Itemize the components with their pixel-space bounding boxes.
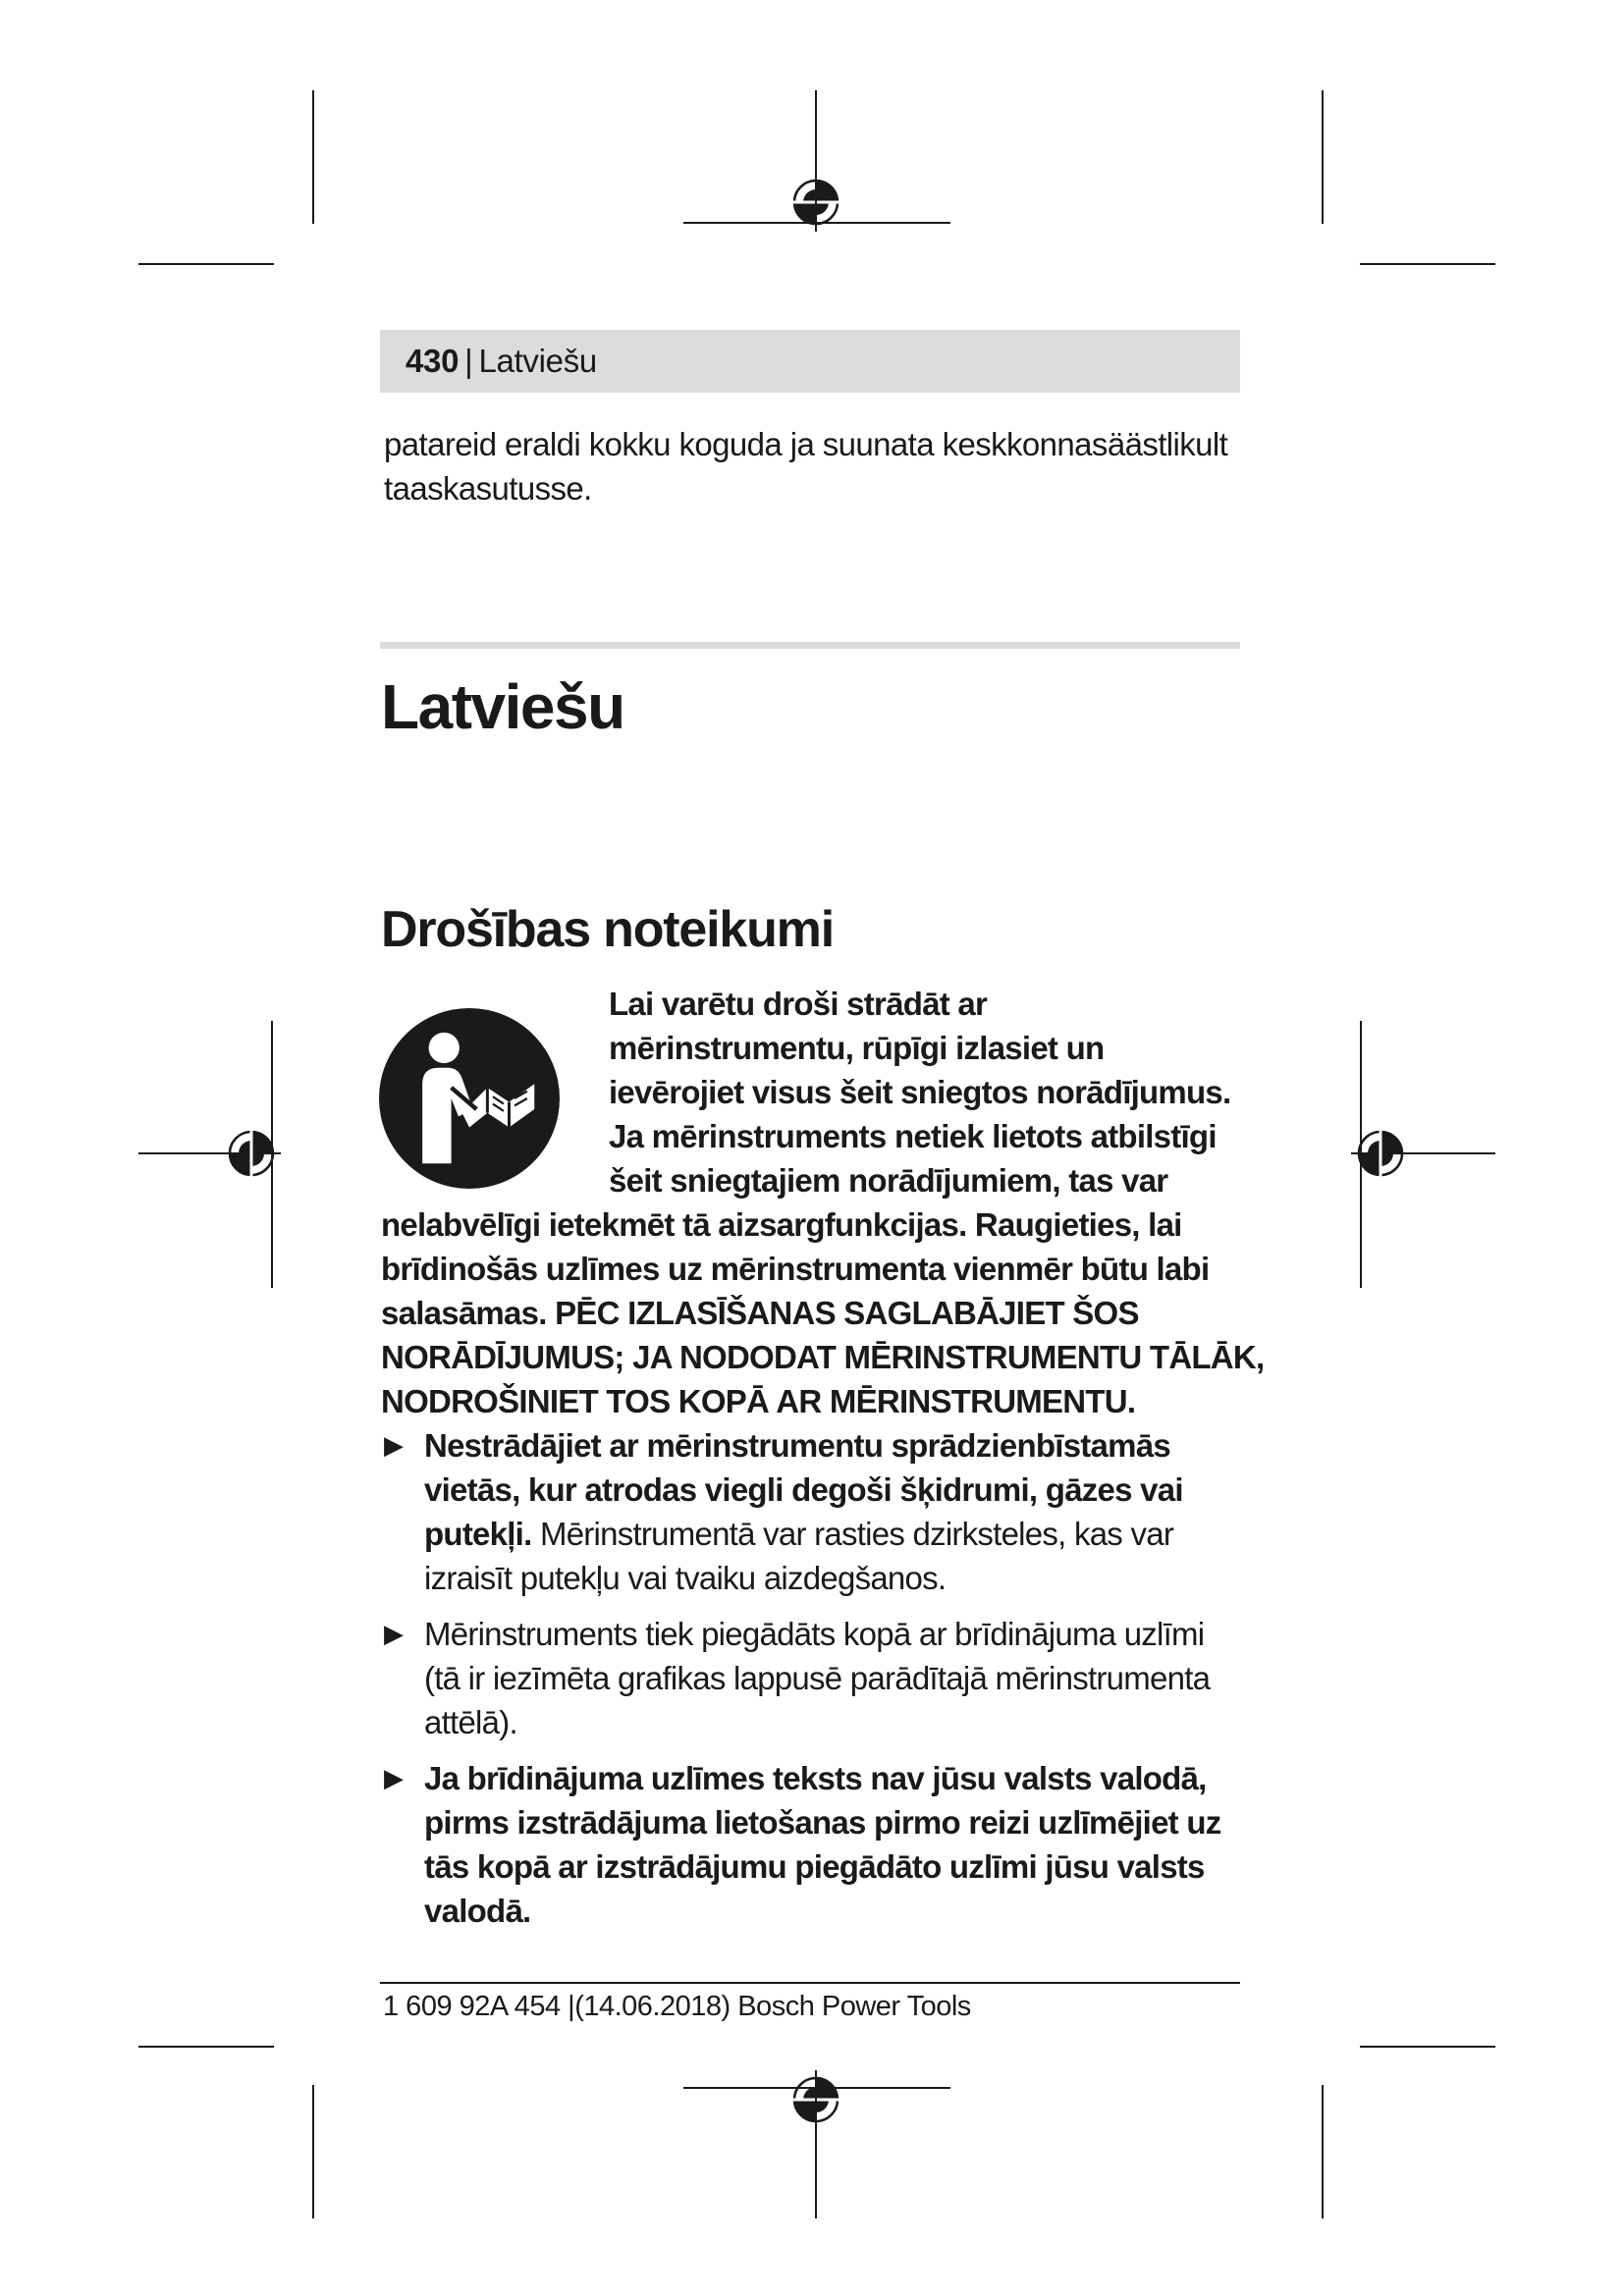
bullet-arrow-icon: ▶: [384, 1619, 404, 1648]
crop-mark: [1360, 2046, 1495, 2048]
warning-line: Ja mērinstruments netiek lietots atbilstīgi: [609, 1118, 1217, 1154]
crop-mark: [312, 2085, 314, 2218]
bullet-normal-text: Mērinstrumentā var rasties dzirksteles, kas var izraisīt putekļu vai tvaiku aizdegšanos.: [424, 1516, 1174, 1596]
bullet-bold-text: Ja brīdinājuma uzlīmes teksts nav jūsu valsts valodā, pirms izstrādājuma lietošanas pirmo reizi uzlīmējiet uz tās kopā ar izstrādājumu piegādāto uzlīmi jūsu valsts valodā.: [424, 1760, 1221, 1929]
page-header: [380, 330, 1240, 393]
doc-date: (14.06.2018): [574, 1991, 731, 2022]
brand-name: Bosch Power Tools: [737, 1991, 971, 2022]
warning-line: šeit sniegtajiem norādījumiem, tas var: [609, 1162, 1168, 1199]
language-title: Latviešu: [381, 671, 624, 742]
list-item: [381, 1612, 1245, 1744]
crop-mark: [138, 263, 274, 265]
warning-line: nelabvēlīgi ietekmēt tā aizsargfunkcijas. Raugieties, lai: [381, 1206, 1182, 1243]
registration-mark-icon: [786, 173, 845, 232]
section-title: Drošības noteikumi: [381, 901, 834, 958]
registration-mark-icon: [222, 1124, 281, 1183]
warning-line: ievērojiet visus šeit sniegtos norādījumus.: [609, 1074, 1231, 1110]
warning-line: brīdinošās uzlīmes uz mērinstrumenta vienmēr būtu labi: [381, 1251, 1210, 1287]
section-divider: [380, 642, 1240, 649]
list-item: [381, 1423, 1245, 1600]
footer-separator: |: [568, 1991, 575, 2022]
crop-mark: [312, 90, 314, 224]
read-manual-icon: [379, 1008, 560, 1189]
page-footer: [383, 1987, 971, 2026]
warning-line: Lai varētu droši strādāt ar: [609, 986, 988, 1022]
warning-line: salasāmas. PĒC IZLASĪŠANAS SAGLABĀJIET ŠOS: [381, 1295, 1139, 1331]
bullet-bold-text: Nestrādājiet ar mērinstrumentu sprādzienbīstamās vietās, kur atrodas viegli degoši šķidrumi, gāzes vai putekļi.: [424, 1427, 1183, 1552]
footer-divider: [380, 1982, 1240, 1984]
intro-paragraph: patareid eraldi kokku koguda ja suunata keskkonnasäästlikult taaskasutusse.: [384, 426, 1228, 507]
page-number: 430: [406, 343, 460, 379]
warning-line: NODROŠINIET TOS KOPĀ AR MĒRINSTRUMENTU.: [381, 1383, 1136, 1419]
warning-line: mērinstrumentu, rūpīgi izlasiet un: [609, 1030, 1105, 1066]
bullet-arrow-icon: ▶: [384, 1763, 404, 1792]
crop-mark: [1322, 2085, 1324, 2218]
warning-line: NORĀDĪJUMUS; JA NODODAT MĒRINSTRUMENTU TĀLĀK,: [381, 1339, 1265, 1375]
crop-mark: [138, 2046, 274, 2048]
doc-number: 1 609 92A 454: [383, 1991, 561, 2022]
safety-bullet-list: [381, 1423, 1245, 1945]
bullet-normal-text: Mērinstruments tiek piegādāts kopā ar brīdinājuma uzlīmi (tā ir iezīmēta grafikas lappusē parādītajā mērinstrumenta attēlā).: [424, 1616, 1211, 1740]
crop-mark: [1322, 90, 1324, 224]
header-separator: |: [464, 343, 473, 379]
list-item: [381, 1756, 1245, 1933]
bullet-arrow-icon: ▶: [384, 1430, 404, 1460]
registration-mark-icon: [1351, 1124, 1410, 1183]
registration-mark-icon: [786, 2070, 845, 2129]
crop-mark: [1360, 263, 1495, 265]
header-language: Latviešu: [478, 343, 597, 379]
